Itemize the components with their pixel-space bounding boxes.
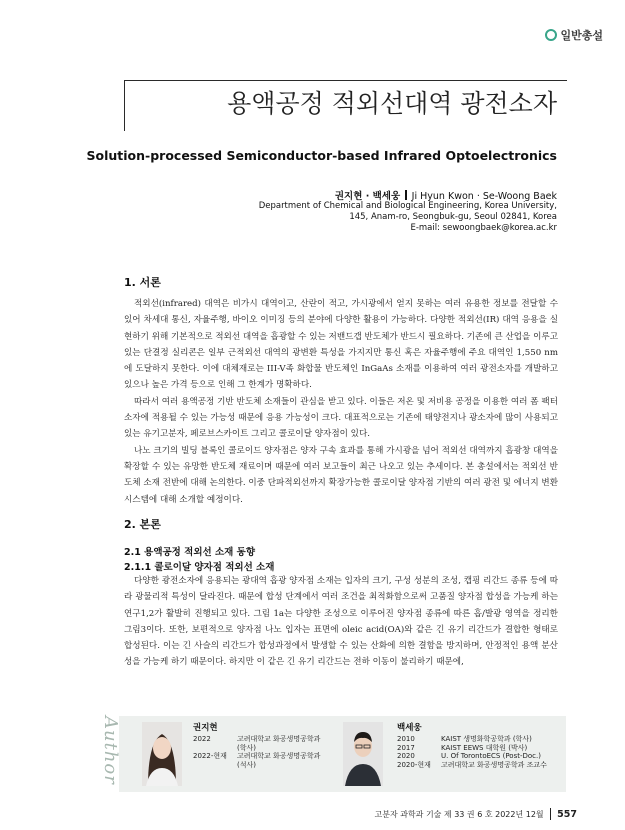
author-2-name: 백세웅 xyxy=(397,723,422,733)
main-body xyxy=(124,573,558,671)
author-line xyxy=(335,188,557,202)
author-side-label: Author xyxy=(100,716,121,785)
paragraph: 따라서 여러 용액공정 기반 반도체 소재들이 관심을 받고 있다. 이들은 저온 및 저비용 공정을 이용한 여러 폼 팩터 소자에 적용될 수 있는 가능성 때문에 응용 가능성이 크다. 대표적으로는 기존에 태양전지나 광소자에 많이 사용되고 있는 유기고분자, 페로브스카이트 그리고 콜로이달 양자점이 있다. xyxy=(124,396,558,440)
page-number: 557 xyxy=(557,808,577,820)
author-names-english: Ji Hyun Kwon · Se-Woong Baek xyxy=(411,191,557,202)
cv-row: 2017 KAIST EEWS 대학원 (박사) xyxy=(397,743,528,752)
email: E-mail: sewoongbaek@korea.ac.kr xyxy=(410,223,557,233)
cv-row: 2022 고려대학교 화공생명공학과 xyxy=(193,735,321,743)
category-label xyxy=(545,27,603,43)
affiliation xyxy=(259,201,557,234)
footer-divider xyxy=(550,808,552,820)
cv-row: 2020 U. Of TorontoECS (Post-Doc.) xyxy=(397,752,541,760)
cv-row: 2010 KAIST 생명화학공학과 (학사) xyxy=(397,735,532,743)
journal-info: 고분자 과학과 기술 제 33 권 6 호 2022년 12월 xyxy=(374,809,544,819)
cv-row: 2020-현재 고려대학교 화공생명공학과 조교수 xyxy=(397,760,547,769)
paragraph: 다양한 광전소자에 응용되는 광대역 흡광 양자점 소재는 입자의 크기, 구성 성분의 조성, 캡핑 리간드 종류 등에 따라 광물리적 특성이 달라진다. 때문에 합성 단계에서 여러 조건을 최적화함으로써 고품질 양자점 합성을 가능케 하는 연구1,2가 활발히 진행되고 있다. 그림 1a는 다양한 조성으로 이루어진 양자점 종류에 따른 흡/발광 영역을 정리한 그림3이다. 또한, 보편적으로 양자점 나노 입자는 표면에 oleic acid(OA)와 같은 긴 유기 리간드가 결합한 형태로 합성된다. 이는 긴 사슬의 리간드가 합성과정에서 발생할 수 있는 산화에 의한 결함을 방지하며, 안정적인 용액 분산성을 가능케 하기 때문이다. 하지만 이 같은 긴 유기 리간드는 전하 이동이 불리하기 때문에, xyxy=(124,576,558,668)
author-photo-2 xyxy=(343,722,383,786)
category-text: 일반총설 xyxy=(560,29,603,42)
section-heading-main: 2. 본론 xyxy=(124,518,161,531)
affiliation-line-1: Department of Chemical and Biological Engineering, Korea University, xyxy=(258,201,557,211)
paragraph: 나노 크기의 빌딩 블록인 콜로이드 양자점은 양자 구속 효과를 통해 가시광을 넘어 적외선 대역까지 흡광창 대역을 확장할 수 있는 유망한 반도체 재료이며 때문에 여러 보고들이 최근 나오고 있는 추세이다. 본 총설에서는 적외선 반도체 소재 전반에 대해 논의한다. 이중 단파적외선까지 확장가능한 콜로이달 양자점 기반의 여러 광전 및 에너지 변환 시스템에 대해 소개할 예정이다. xyxy=(124,445,558,505)
subsubsection-heading: 2.1.1 콜로이달 양자점 적외선 소재 xyxy=(124,562,275,573)
page-footer xyxy=(374,808,577,820)
author-1-name: 권지현 xyxy=(193,723,218,733)
author-1-cv xyxy=(193,735,320,769)
title-korean: 용액공정 적외선대역 광전소자 xyxy=(227,89,557,118)
author-separator xyxy=(405,190,407,200)
cv-row: (석사) xyxy=(237,760,256,769)
cv-row: 2022-현재 고려대학교 화공생명공학과 xyxy=(193,752,321,760)
title-english: Solution-processed Semiconductor-based Infrared Optoelectronics xyxy=(86,148,557,163)
intro-body xyxy=(124,296,558,508)
subsection-heading: 2.1 용액공정 적외선 소재 동향 xyxy=(124,547,256,558)
circle-bullet-icon xyxy=(545,29,557,41)
author-names-korean: 권지현 · 백세웅 xyxy=(334,191,401,202)
author-2-cv xyxy=(397,735,547,769)
affiliation-line-2: 145, Anam-ro, Seongbuk-gu, Seoul 02841, Korea xyxy=(349,212,557,222)
cv-row: (학사) xyxy=(237,743,256,752)
section-heading-intro: 1. 서론 xyxy=(124,276,161,289)
paragraph: 적외선(infrared) 대역은 비가시 대역이고, 산란이 적고, 가시광에서 얻지 못하는 여러 유용한 정보를 전달할 수 있어 차세대 통신, 자율주행, 바이오 이미징 등의 분야에 다양한 활용이 가능하다. 다양한 적외선(IR) 대역 응용을 실현하기 위해 기본적으로 적외선 대역을 흡광할 수 있는 저밴드갭 반도체가 반드시 필요하다. 기존에 큰 산업을 이루고 있는 단결정 실리콘은 일부 근적외선 대역의 광변환 특성을 가지지만 통신 혹은 자율주행에 주요 대역인 1,550 nm에 도달하지 못한다. 이에 대체재로는 III-V족 화합물 반도체인 InGaAs 소재를 이용하여 여러 광전소자를 개발하고 있으나 높은 가격 등으로 인해 그 한계가 명확하다. xyxy=(124,299,558,391)
author-photo-1 xyxy=(142,722,182,786)
